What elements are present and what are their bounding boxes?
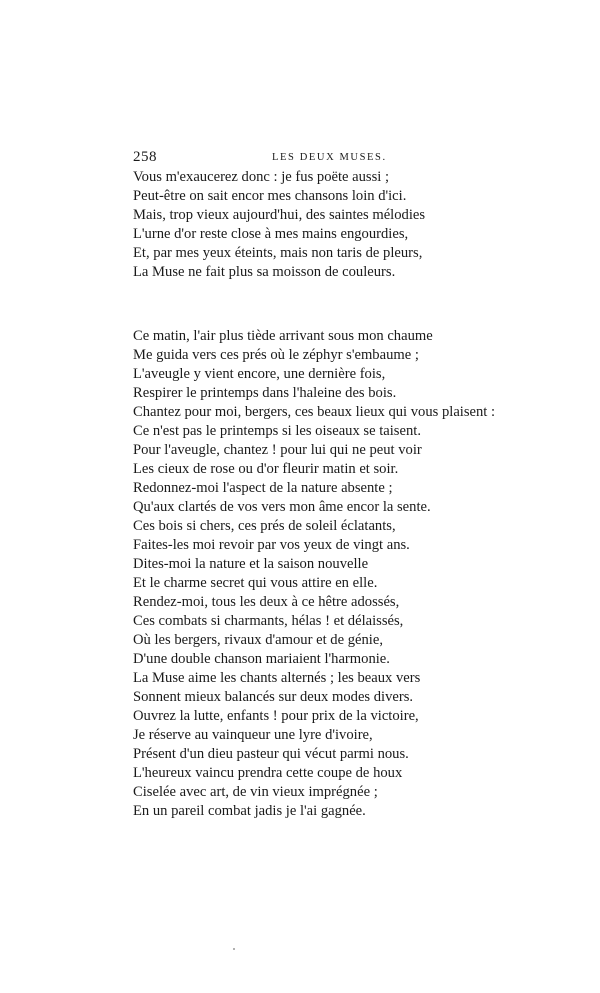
verse-line: En un pareil combat jadis je l'ai gagnée. [133, 803, 366, 819]
verse-line: Où les bergers, rivaux d'amour et de génie, [133, 632, 383, 648]
verse-line: Ouvrez la lutte, enfants ! pour prix de la victoire, [133, 708, 419, 724]
verse-line: Sonnent mieux balancés sur deux modes divers. [133, 689, 414, 705]
running-head [133, 149, 423, 169]
verse-line: Et, par mes yeux éteints, mais non taris de pleurs, [133, 245, 423, 261]
verse-line: Me guida vers ces prés où le zéphyr s'embaume ; [133, 347, 419, 363]
verse-line: La Muse aime les chants alternés ; les beaux vers [133, 670, 421, 686]
verse-line: L'urne d'or reste close à mes mains engourdies, [133, 226, 409, 242]
verse-line: Mais, trop vieux aujourd'hui, des saintes mélodies [133, 207, 426, 223]
verse-line: Chantez pour moi, bergers, ces beaux lieux qui vous plaisent : [133, 404, 496, 420]
verse-line: Et le charme secret qui vous attire en elle. [133, 575, 378, 591]
paper-speck [233, 948, 235, 950]
verse-line: Présent d'un dieu pasteur qui vécut parmi nous. [133, 746, 409, 762]
verse-line: Ces bois si chers, ces prés de soleil éclatants, [133, 518, 396, 534]
verse-line: La Muse ne fait plus sa moisson de couleurs. [133, 264, 396, 280]
verse-line: Ciselée avec art, de vin vieux imprégnée ; [133, 784, 378, 800]
verse-line: Les cieux de rose ou d'or fleurir matin et soir. [133, 461, 399, 477]
verse-line: Vous m'exaucerez donc : je fus poëte aussi ; [133, 169, 390, 185]
stanza [133, 168, 425, 282]
verse-line: L'heureux vaincu prendra cette coupe de houx [133, 765, 403, 781]
verse-line: Rendez-moi, tous les deux à ce hêtre adossés, [133, 594, 400, 610]
verse-line: L'aveugle y vient encore, une dernière fois, [133, 366, 386, 382]
page-number: 258 [133, 149, 157, 165]
verse-line: Peut-être on sait encor mes chansons loin d'ici. [133, 188, 407, 204]
running-title: LES DEUX MUSES. [272, 152, 387, 163]
verse-line: Dites-moi la nature et la saison nouvelle [133, 556, 369, 572]
verse-line: D'une double chanson mariaient l'harmonie. [133, 651, 390, 667]
verse-line: Redonnez-moi l'aspect de la nature absente ; [133, 480, 393, 496]
verse-line: Respirer le printemps dans l'haleine des bois. [133, 385, 397, 401]
verse-line: Faites-les moi revoir par vos yeux de vingt ans. [133, 537, 410, 553]
verse-line: Pour l'aveugle, chantez ! pour lui qui ne peut voir [133, 442, 422, 458]
verse-line: Ce n'est pas le printemps si les oiseaux se taisent. [133, 423, 421, 439]
verse-line: Ces combats si charmants, hélas ! et délaissés, [133, 613, 404, 629]
verse-line: Ce matin, l'air plus tiède arrivant sous mon chaume [133, 328, 433, 344]
verse-line: Qu'aux clartés de vos vers mon âme encor la sente. [133, 499, 431, 515]
stanza [133, 327, 495, 821]
verse-line: Je réserve au vainqueur une lyre d'ivoire, [133, 727, 373, 743]
